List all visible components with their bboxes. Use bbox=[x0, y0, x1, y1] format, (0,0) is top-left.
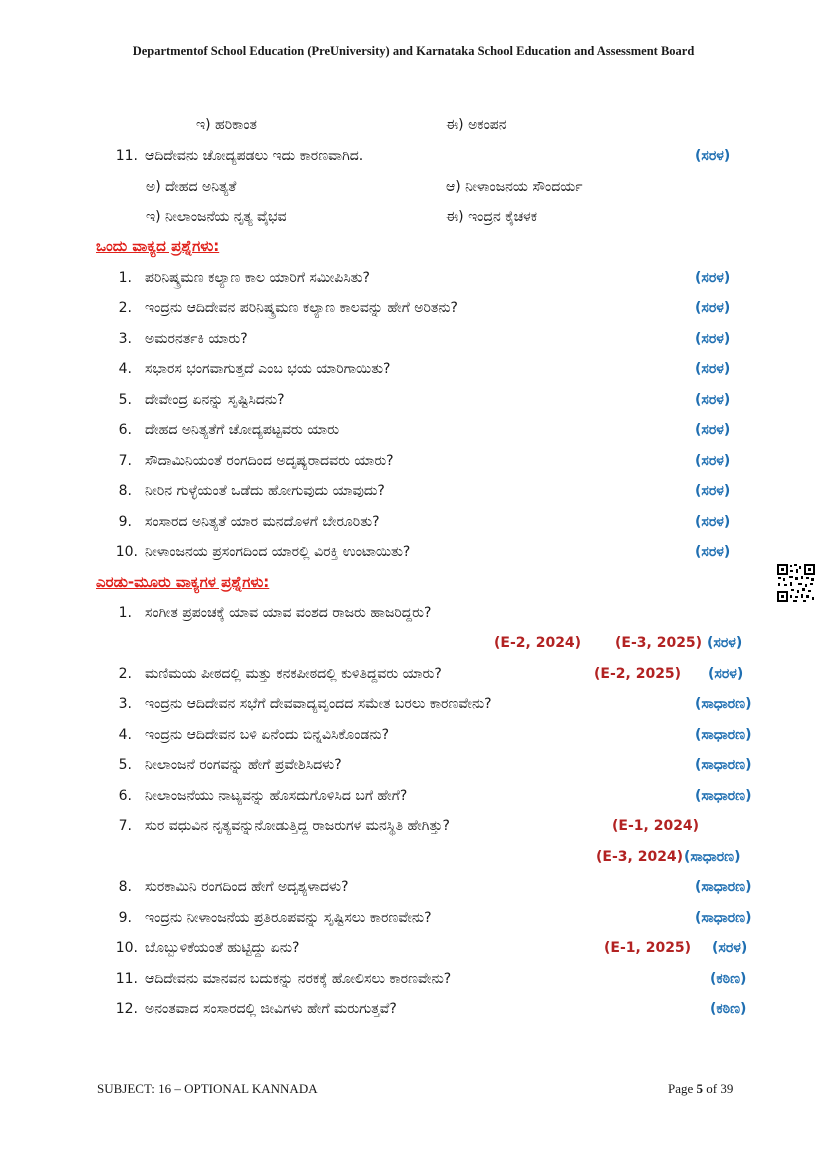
page-current: 5 bbox=[696, 1081, 704, 1096]
option-a: ಅ) ದೇಹದ ಅನಿತ್ಯತೆ bbox=[146, 179, 237, 195]
question-number: 8. bbox=[118, 879, 132, 895]
section-title-one-sentence: ಒಂದು ವಾಕ್ಯದ ಪ್ರಶ್ನೆಗಳು: bbox=[96, 237, 220, 255]
question-text: ಆದಿದೇವನು ಚೋದ್ಯಪಡಲು ಇದು ಕಾರಣವಾಗಿದ. bbox=[145, 148, 364, 164]
question-number: 12. bbox=[115, 1001, 138, 1017]
question-text: ಆದಿದೇವನು ಮಾನವನ ಬದುಕನ್ನು ನರಕಕ್ಕೆ ಹೋಲಿಸಲು ಕಾರಣವೇನು? bbox=[145, 971, 452, 987]
question-text: ನೀಲಾಂಜನೆ ರಂಗವನ್ನು ಹೇಗೆ ಪ್ರವೇಶಿಸಿದಳು? bbox=[145, 757, 342, 773]
footer-page-number bbox=[668, 1081, 733, 1097]
question-number: 7. bbox=[118, 453, 132, 469]
difficulty-label: (ಸಾಧಾರಣ) bbox=[695, 757, 752, 773]
question-text: ಇಂದ್ರನು ಆದಿದೇವನ ಸಭೆಗೆ ದೇವವಾದ್ಯವೃಂದದ ಸಮೇತ ಬರಲು ಕಾರಣವೇನು? bbox=[145, 696, 492, 712]
question-text: ಸುರಕಾಮಿನಿ ರಂಗದಿಂದ ಹೇಗೆ ಅದೃಶ್ಯಳಾದಳು? bbox=[145, 879, 349, 895]
difficulty-label: (ಸರಳ) bbox=[695, 148, 731, 164]
question-number: 10. bbox=[115, 940, 138, 956]
option-d: ಈ) ಅಕಂಪನ bbox=[446, 117, 507, 133]
exam-tag: (E-1, 2025) bbox=[604, 940, 692, 956]
difficulty-label: (ಸರಳ) bbox=[695, 422, 731, 438]
question-text: ನೀಳಾಂಜನಯ ಪ್ರಸಂಗದಿಂದ ಯಾರಲ್ಲಿ ವಿರಕ್ತಿ ಉಂಟಾಯಿತು? bbox=[145, 544, 411, 560]
question-text: ಇಂದ್ರನು ಆದಿದೇವನ ಬಳಿ ಏನೆಂದು ಬಿನ್ನವಿಸಿಕೊಂಡನು? bbox=[145, 727, 389, 743]
footer-subject: SUBJECT: 16 – OPTIONAL KANNADA bbox=[97, 1081, 318, 1096]
difficulty-label: (ಸಾಧಾರಣ) bbox=[695, 879, 752, 895]
question-number: 6. bbox=[118, 422, 132, 438]
option-c: ಇ) ನೀಲಾಂಜನೆಯ ನೃತ್ಯ ವೈಭವ bbox=[146, 209, 287, 225]
difficulty-label: (ಸರಳ) bbox=[695, 361, 731, 377]
page-header: Departmentof School Education (PreUniversity) and Karnataka School Education and Assessment Board bbox=[132, 44, 695, 58]
question-text: ಅಮರನರ್ತಕಿ ಯಾರು? bbox=[145, 331, 248, 347]
question-number: 5. bbox=[118, 757, 132, 773]
question-number: 2. bbox=[118, 666, 132, 682]
difficulty-label: (ಸರಳ) bbox=[695, 331, 731, 347]
difficulty-label: (ಸಾಧಾರಣ) bbox=[695, 910, 752, 926]
difficulty-label: (ಕಠಿಣ) bbox=[710, 971, 747, 987]
exam-tag: (E-2, 2025) bbox=[594, 666, 682, 682]
question-text: ಬೊಬ್ಬುಳಿಕೆಯಂತೆ ಹುಟ್ಟಿದ್ದು ಏನು? bbox=[145, 940, 300, 956]
question-number: 11. bbox=[115, 148, 138, 164]
difficulty-label: (ಸರಳ) bbox=[695, 514, 731, 530]
question-text: ಸಭಾರಸ ಭಂಗವಾಗುತ್ತದೆ ಎಂಬ ಭಯ ಯಾರಿಗಾಯಿತು? bbox=[145, 361, 391, 377]
exam-tag: (E-2, 2024) bbox=[494, 635, 582, 651]
question-number: 6. bbox=[118, 788, 132, 804]
question-text: ಸೌದಾಮಿನಿಯಂತೆ ರಂಗದಿಂದ ಅದೃಷ್ಯರಾದವರು ಯಾರು? bbox=[145, 453, 394, 469]
question-text: ಇಂದ್ರನು ನೀಳಾಂಜನೆಯ ಪ್ರತಿರೂಪವನ್ನು ಸೃಷ್ಟಿಸಲು ಕಾರಣವೇನು? bbox=[145, 910, 432, 926]
difficulty-label: (ಸಾಧಾರಣ) bbox=[684, 849, 741, 865]
question-number: 8. bbox=[118, 483, 132, 499]
difficulty-label: (ಸರಳ) bbox=[695, 270, 731, 286]
question-number: 3. bbox=[118, 696, 132, 712]
difficulty-label: (ಸರಳ) bbox=[695, 483, 731, 499]
difficulty-label: (ಸರಳ) bbox=[695, 392, 731, 408]
question-number: 4. bbox=[118, 727, 132, 743]
exam-tag: (E-3, 2024) bbox=[596, 849, 684, 865]
question-text: ನೀರಿನ ಗುಳ್ಳೆಯಂತೆ ಒಡೆದು ಹೋಗುವುದು ಯಾವುದು? bbox=[145, 483, 385, 499]
question-text: ಅನಂತವಾದ ಸಂಸಾರದಲ್ಲಿ ಜೀವಿಗಳು ಹೇಗೆ ಮರುಗುತ್ತವೆ? bbox=[145, 1001, 397, 1017]
question-text: ಸಂಸಾರದ ಅನಿತ್ಯತೆ ಯಾರ ಮನದೊಳಗೆ ಬೇರೂರಿತು? bbox=[145, 514, 380, 530]
option-d: ಈ) ಇಂದ್ರನ ಕೈಚಳಕ bbox=[446, 209, 538, 225]
question-number: 1. bbox=[118, 605, 132, 621]
question-text: ದೇವೇಂದ್ರ ಏನನ್ನು ಸೃಷ್ಟಿಸಿದನು? bbox=[145, 392, 285, 408]
question-number: 5. bbox=[118, 392, 132, 408]
difficulty-label: (ಸರಳ) bbox=[708, 666, 744, 682]
qr-code-icon bbox=[776, 563, 816, 603]
question-text: ದೇಹದ ಅನಿತ್ಯತೆಗೆ ಚೋದ್ಯಪಟ್ಟವರು ಯಾರು bbox=[145, 422, 340, 438]
page-suffix: of 39 bbox=[703, 1081, 734, 1096]
difficulty-label: (ಸಾಧಾರಣ) bbox=[695, 727, 752, 743]
option-b: ಆ) ನೀಳಾಂಜನಯ ಸೌಂದರ್ಯ bbox=[446, 179, 583, 195]
option-c: ಇ) ಹರಿಕಾಂತ bbox=[196, 117, 257, 133]
difficulty-label: (ಕಠಿಣ) bbox=[710, 1001, 747, 1017]
question-number: 11. bbox=[115, 971, 138, 987]
question-number: 4. bbox=[118, 361, 132, 377]
question-number: 2. bbox=[118, 300, 132, 316]
question-number: 9. bbox=[118, 514, 132, 530]
question-number: 7. bbox=[118, 818, 132, 834]
exam-tag: (E-3, 2025) bbox=[615, 635, 703, 651]
difficulty-label: (ಸರಳ) bbox=[695, 453, 731, 469]
difficulty-label: (ಸರಳ) bbox=[707, 635, 743, 651]
question-text: ಸುರ ವಧುವಿನ ನೃತ್ಯವನ್ನುನೋಡುತ್ತಿದ್ದ ರಾಜರುಗಳ ಮನಸ್ಥಿತಿ ಹೇಗಿತ್ತು? bbox=[145, 818, 450, 834]
difficulty-label: (ಸಾಧಾರಣ) bbox=[695, 696, 752, 712]
question-number: 1. bbox=[118, 270, 132, 286]
question-text: ಪರಿನಿಷ್ಕ್ರಮಣ ಕಲ್ಯಾಣ ಕಾಲ ಯಾರಿಗೆ ಸಮೀಪಿಸಿತು? bbox=[145, 270, 370, 286]
exam-tag: (E-1, 2024) bbox=[612, 818, 700, 834]
section-title-two-three-sentence: ಎರಡು-ಮೂರು ವಾಕ್ಯಗಳ ಪ್ರಶ್ನೆಗಳು: bbox=[96, 573, 270, 591]
difficulty-label: (ಸರಳ) bbox=[712, 940, 748, 956]
question-text: ನೀಲಾಂಜನೆಯು ನಾಟ್ಯವನ್ನು ಹೊಸದುಗೊಳಿಸಿದ ಬಗೆ ಹೇಗೆ? bbox=[145, 788, 408, 804]
page-prefix: Page bbox=[668, 1081, 697, 1096]
question-text: ಮಣಿಮಯ ಪೀಠದಲ್ಲಿ ಮತ್ತು ಕನಕಪೀಠದಲ್ಲಿ ಕುಳಿತಿದ್ದವರು ಯಾರು? bbox=[145, 666, 442, 682]
question-number: 9. bbox=[118, 910, 132, 926]
question-text: ಸಂಗೀತ ಪ್ರಪಂಚಕ್ಕೆ ಯಾವ ಯಾವ ವಂಶದ ರಾಜರು ಹಾಜರಿದ್ದರು? bbox=[145, 605, 432, 621]
difficulty-label: (ಸರಳ) bbox=[695, 300, 731, 316]
question-text: ಇಂದ್ರನು ಆದಿದೇವನ ಪರಿನಿಷ್ಕ್ರಮಣ ಕಲ್ಯಾಣ ಕಾಲವನ್ನು ಹೇಗೆ ಅರಿತನು? bbox=[145, 300, 458, 316]
difficulty-label: (ಸರಳ) bbox=[695, 544, 731, 560]
question-number: 3. bbox=[118, 331, 132, 347]
question-number: 10. bbox=[115, 544, 138, 560]
difficulty-label: (ಸಾಧಾರಣ) bbox=[695, 788, 752, 804]
